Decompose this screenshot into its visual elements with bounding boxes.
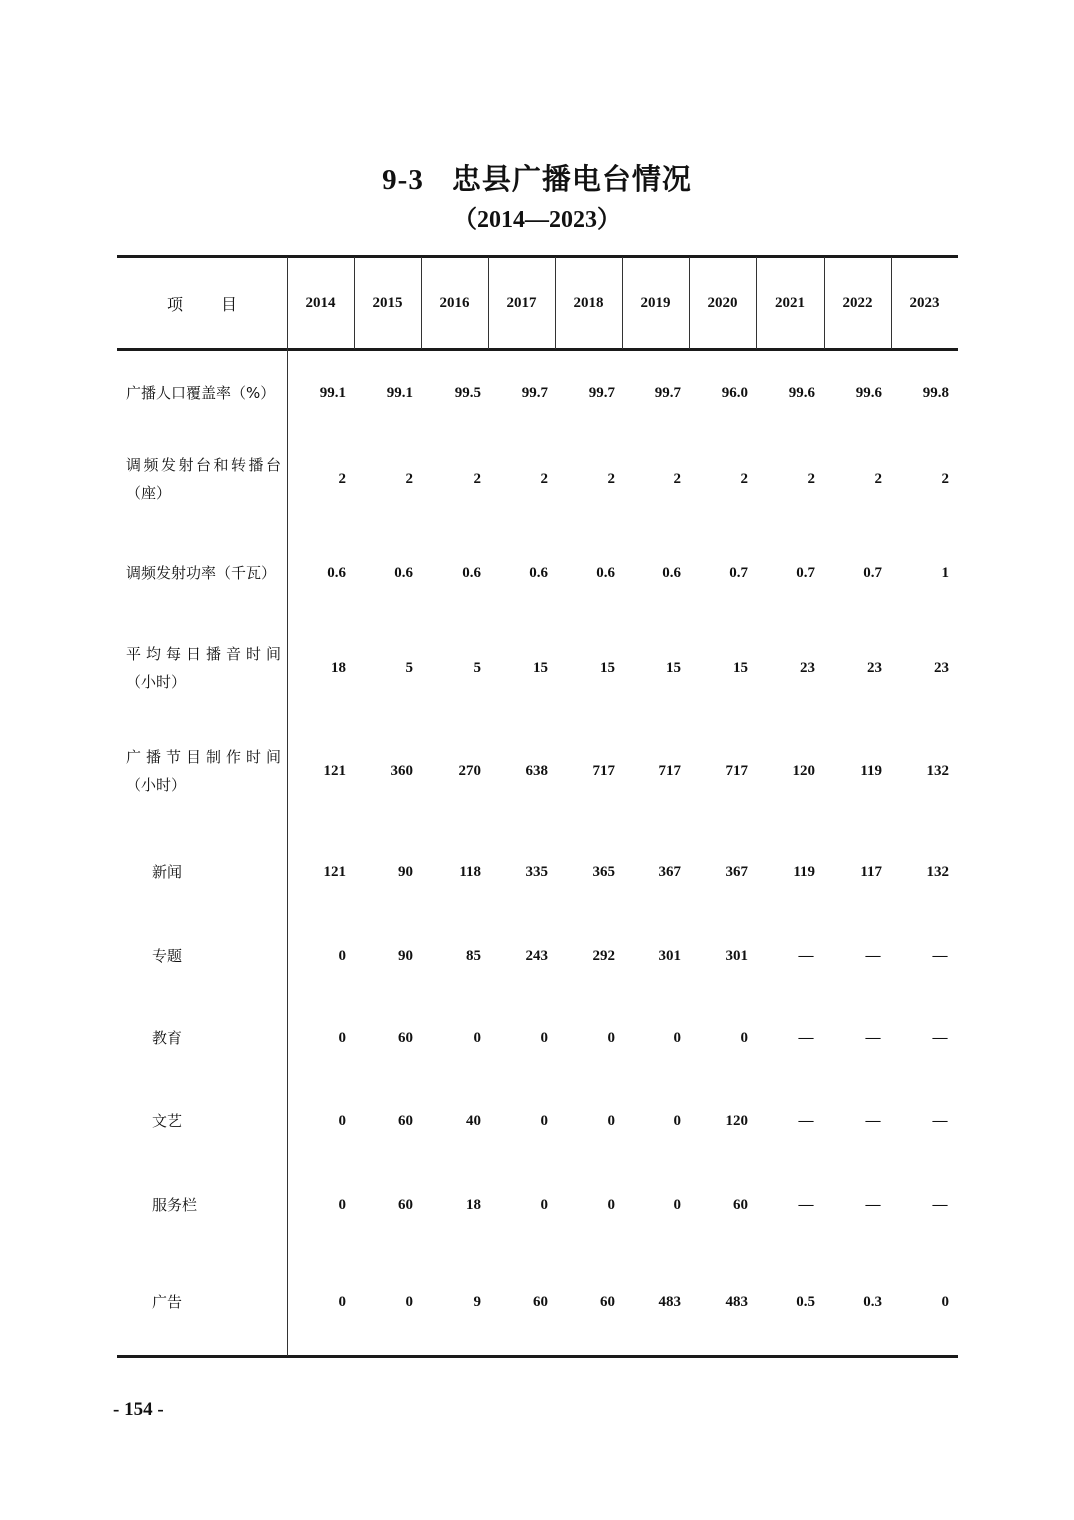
table-cell: 0.7 [729, 565, 748, 581]
table-cell: 0.6 [529, 565, 548, 581]
table-cell: 2 [874, 471, 882, 487]
row-label-line2: （座） [126, 484, 172, 502]
table-cell: 60 [533, 1294, 548, 1310]
table-cell: 96.0 [721, 385, 748, 401]
bottom-rule [117, 1355, 958, 1358]
table-cell: 717 [658, 763, 681, 779]
table-cell: 90 [398, 864, 413, 880]
table-cell: 99.6 [788, 385, 815, 401]
row-label [126, 743, 281, 799]
row-label [126, 379, 281, 407]
table-cell: 367 [725, 864, 748, 880]
year-header: 2021 [775, 294, 805, 311]
table-cell: 0.6 [327, 565, 346, 581]
table-cell: 301 [658, 948, 681, 964]
table-cell: 0 [473, 1030, 481, 1046]
table-cell: 2 [540, 471, 548, 487]
table-cell: 717 [592, 763, 615, 779]
table-cell: 292 [592, 948, 615, 964]
year-header: 2022 [842, 294, 873, 311]
table-cell: 243 [525, 948, 548, 964]
table-cell: 60 [733, 1197, 748, 1213]
table-cell: 0.6 [662, 565, 681, 581]
row-label-line1: 教育 [152, 1029, 183, 1047]
table-cell: 18 [466, 1197, 481, 1213]
header-column-divider [756, 257, 757, 349]
table-cell: 99.6 [855, 385, 882, 401]
page-number: - 154 - [113, 1399, 164, 1420]
year-header: 2014 [305, 294, 336, 311]
table-cell: — [865, 948, 881, 964]
table-cell: 1 [941, 565, 949, 581]
table-cell: 119 [860, 763, 882, 779]
table-cell: 85 [466, 948, 481, 964]
table-cell: 99.8 [922, 385, 949, 401]
table-cell: 0 [338, 1294, 346, 1310]
table-cell: 367 [658, 864, 681, 880]
table-cell: 0.7 [796, 565, 815, 581]
table-cell: 0 [607, 1030, 615, 1046]
header-column-divider [354, 257, 355, 349]
table-cell: 40 [466, 1113, 481, 1129]
year-header: 2018 [573, 294, 604, 311]
table-cell: 132 [926, 763, 949, 779]
table-cell: — [865, 1030, 881, 1046]
table-cell: 99.7 [588, 385, 615, 401]
table-cell: 335 [525, 864, 548, 880]
table-cell: 0.6 [596, 565, 615, 581]
table-cell: 0 [673, 1197, 681, 1213]
table-cell: — [798, 1030, 814, 1046]
row-label-line1: 调频发射功率（千瓦） [126, 564, 277, 582]
table-cell: 0 [673, 1030, 681, 1046]
table-cell: 483 [725, 1294, 748, 1310]
table-cell: 2 [673, 471, 681, 487]
table-cell: 5 [473, 660, 481, 676]
table-cell: 119 [793, 864, 815, 880]
table-cell: — [932, 1113, 948, 1129]
table-cell: 5 [405, 660, 413, 676]
table-cell: 23 [867, 660, 882, 676]
table-cell: 18 [331, 660, 346, 676]
table-cell: 2 [807, 471, 815, 487]
page-title [0, 157, 1074, 198]
row-label-line1: 广告 [152, 1293, 183, 1311]
table-cell: 0 [607, 1113, 615, 1129]
row-label-line1: 调频发射台和转播台 [126, 456, 281, 474]
table-cell: 0 [540, 1113, 548, 1129]
header-item-left: 项 [166, 294, 183, 314]
table-cell: 121 [323, 864, 346, 880]
table-cell: 2 [338, 471, 346, 487]
row-label-line1: 新闻 [152, 863, 183, 881]
table-cell: — [932, 1030, 948, 1046]
table-cell: 99.5 [454, 385, 481, 401]
year-header: 2020 [707, 294, 738, 311]
table-title: 忠县广播电台情况 [451, 164, 692, 196]
table-cell: 99.1 [319, 385, 346, 401]
table-cell: 365 [592, 864, 615, 880]
table-cell: 23 [934, 660, 949, 676]
table-cell: 120 [792, 763, 815, 779]
table-cell: 0.6 [462, 565, 481, 581]
table-cell: 0 [338, 1030, 346, 1046]
page-subtitle: （2014—2023） [453, 207, 621, 233]
table-cell: 9 [473, 1294, 481, 1310]
table-cell: 0 [338, 1197, 346, 1213]
header-column-divider [622, 257, 623, 349]
year-header: 2016 [439, 294, 470, 311]
header-column-divider [421, 257, 422, 349]
table-cell: 301 [725, 948, 748, 964]
row-label-line1: 广播节目制作时间 [126, 748, 281, 766]
table-cell: — [932, 948, 948, 964]
table-cell: 120 [725, 1113, 748, 1129]
table-cell: 638 [525, 763, 548, 779]
year-header: 2015 [372, 294, 403, 311]
header-column-divider [689, 257, 690, 349]
table-cell: 2 [405, 471, 413, 487]
table-cell: 60 [600, 1294, 615, 1310]
header-item [117, 257, 287, 349]
table-cell: 0 [740, 1030, 748, 1046]
year-header: 2019 [640, 294, 671, 311]
table-cell: 121 [323, 763, 346, 779]
table-cell: 0.3 [863, 1294, 882, 1310]
table-cell: — [865, 1113, 881, 1129]
table-cell: — [865, 1197, 881, 1213]
table-cell: 90 [398, 948, 413, 964]
year-header: 2017 [506, 294, 537, 311]
header-item-right: 目 [221, 294, 238, 314]
row-label-line1: 专题 [152, 947, 183, 965]
year-header: 2023 [909, 294, 940, 311]
table-cell: 99.7 [654, 385, 681, 401]
table-cell: 360 [390, 763, 413, 779]
table-cell: 0.7 [863, 565, 882, 581]
row-label [126, 640, 281, 696]
row-label-line1: 服务栏 [152, 1196, 198, 1214]
table-cell: — [798, 1113, 814, 1129]
row-label [126, 559, 281, 587]
table-cell: 2 [740, 471, 748, 487]
table-cell: 0 [405, 1294, 413, 1310]
table-cell: 60 [398, 1113, 413, 1129]
table-cell: 0 [673, 1113, 681, 1129]
table-cell: 0.6 [394, 565, 413, 581]
table-cell: 118 [459, 864, 481, 880]
table-cell: 99.1 [386, 385, 413, 401]
table-cell: 0 [540, 1197, 548, 1213]
table-cell: 15 [666, 660, 681, 676]
table-number: 9-3 [382, 164, 424, 196]
header-column-divider [488, 257, 489, 349]
table-cell: 2 [473, 471, 481, 487]
table-cell: — [932, 1197, 948, 1213]
header-column-divider [824, 257, 825, 349]
table-cell: 0.5 [796, 1294, 815, 1310]
table-cell: 23 [800, 660, 815, 676]
table-cell: 15 [733, 660, 748, 676]
row-label-line1: 广播人口覆盖率（%） [126, 384, 276, 402]
row-label [126, 451, 281, 507]
table-cell: 0 [941, 1294, 949, 1310]
row-label-line1: 文艺 [152, 1112, 183, 1130]
table-cell: 15 [600, 660, 615, 676]
table-cell: 0 [540, 1030, 548, 1046]
table-cell: — [798, 1197, 814, 1213]
row-label-line2: （小时） [126, 776, 187, 794]
table-cell: 2 [941, 471, 949, 487]
table-cell: 0 [607, 1197, 615, 1213]
table-cell: 0 [338, 1113, 346, 1129]
table-cell: 15 [533, 660, 548, 676]
table-cell: 270 [458, 763, 481, 779]
table-cell: 2 [607, 471, 615, 487]
table-cell: — [798, 948, 814, 964]
header-column-divider [555, 257, 556, 349]
row-label-line2: （小时） [126, 673, 187, 691]
table-cell: 717 [725, 763, 748, 779]
table-cell: 483 [658, 1294, 681, 1310]
table-cell: 132 [926, 864, 949, 880]
table-cell: 99.7 [521, 385, 548, 401]
header-column-divider [891, 257, 892, 349]
table-cell: 117 [860, 864, 882, 880]
table-cell: 60 [398, 1030, 413, 1046]
row-label-line1: 平均每日播音时间 [126, 645, 281, 663]
table-cell: 0 [338, 948, 346, 964]
table-cell: 60 [398, 1197, 413, 1213]
